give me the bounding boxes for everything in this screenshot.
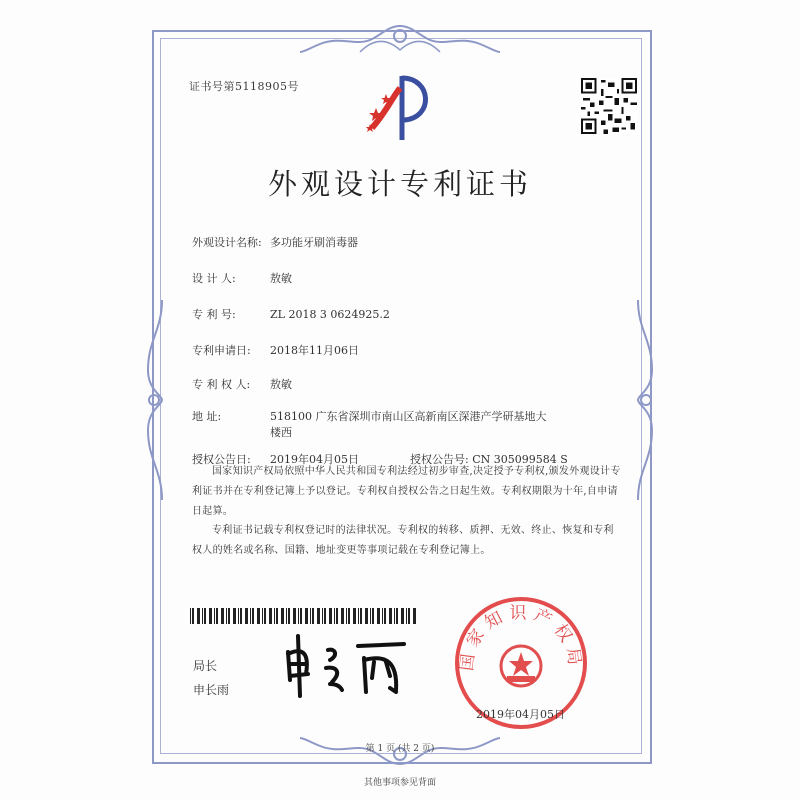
barcode-bar — [226, 608, 227, 624]
certificate-title: 外观设计专利证书 — [267, 167, 532, 201]
barcode-bar — [228, 608, 230, 624]
page-indicator: 第 1 页 (共 2 页) — [365, 744, 435, 754]
qr-code — [581, 78, 637, 134]
design-name-row — [192, 234, 358, 250]
barcode-bar — [336, 608, 338, 624]
barcode-bar — [252, 608, 254, 624]
barcode-bar — [389, 608, 392, 624]
barcode-bar — [408, 608, 410, 624]
barcode-bar — [209, 608, 212, 624]
barcode-bar — [334, 608, 335, 624]
barcode-bar — [281, 608, 284, 624]
barcode-bar — [322, 608, 323, 624]
barcode-bar — [382, 608, 383, 624]
design-name-value: 多功能牙刷消毒器 — [270, 236, 358, 249]
right-ornament — [630, 300, 660, 500]
address-label: 地 址: — [192, 410, 222, 423]
barcode-bar — [250, 608, 251, 624]
grant-number-label: 授权公告号: — [410, 453, 469, 466]
patentee-value: 敖敏 — [270, 378, 292, 391]
designer-value: 敖敏 — [270, 272, 292, 285]
seal-text: 国家知识产权局 — [457, 603, 585, 673]
barcode-bar — [286, 608, 287, 624]
design-name-label: 外观设计名称: — [192, 236, 262, 249]
barcode-bar — [348, 608, 350, 624]
patentee-row — [192, 376, 292, 392]
barcode-bar — [233, 608, 236, 624]
patent-office-logo-icon — [362, 68, 442, 148]
barcode-bar — [276, 608, 278, 624]
designer-row — [192, 270, 292, 286]
patent-number-label: 专 利 号: — [192, 308, 236, 321]
barcode-bar — [370, 608, 371, 624]
seal-date: 2019年04月05日 — [476, 708, 565, 721]
footer-note: 其他事项参见背面 — [363, 778, 436, 788]
barcode-bar — [372, 608, 374, 624]
barcode-bar — [262, 608, 263, 624]
grant-date-label: 授权公告日: — [192, 453, 251, 466]
director-name: 申长雨 — [193, 683, 230, 697]
barcode-bar — [329, 608, 332, 624]
barcode-bar — [288, 608, 290, 624]
left-ornament — [140, 300, 170, 500]
certificate-number: 证书号第5118905号 — [189, 80, 299, 93]
barcode-bar — [353, 608, 356, 624]
barcode-bar — [305, 608, 308, 624]
barcode-bar — [197, 608, 200, 624]
barcode-bar — [240, 608, 242, 624]
grant-date-value: 2019年04月05日 — [270, 453, 359, 466]
barcode-bar — [214, 608, 215, 624]
barcode-bar — [202, 608, 203, 624]
legal-status-paragraph: 专利证书记载专利权登记时的法律状况。专利权的转移、质押、无效、终止、恢复和专利权人的姓名或名称、国籍、地址变更等事项记载在专利登记簿上。 — [192, 525, 614, 556]
barcode-bar — [269, 608, 272, 624]
patentee-label: 专 利 权 人: — [192, 378, 251, 391]
grant-number-value: CN 305099584 S — [472, 453, 568, 466]
barcode-bar — [312, 608, 314, 624]
director-title: 局长 — [193, 659, 218, 673]
address-row — [192, 408, 547, 424]
barcode-bar — [190, 608, 191, 624]
patent-number-value: ZL 2018 3 0624925.2 — [270, 308, 390, 321]
barcode-bar — [360, 608, 362, 624]
barcode-bar — [300, 608, 302, 624]
address-value-line1: 518100 广东省深圳市南山区高新南区深港产学研基地大 — [270, 410, 547, 423]
barcode-bar — [358, 608, 359, 624]
barcode-bar — [413, 608, 416, 624]
address-value-line2: 楼西 — [270, 426, 292, 439]
barcode-bar — [310, 608, 311, 624]
barcode-bar — [274, 608, 275, 624]
barcode-bar — [298, 608, 299, 624]
top-ornament — [300, 22, 500, 60]
barcode-bar — [221, 608, 224, 624]
barcode-bar — [401, 608, 404, 624]
patent-number-row — [192, 306, 390, 322]
barcode-bar — [257, 608, 260, 624]
designer-label: 设 计 人: — [192, 272, 236, 285]
filing-date-value: 2018年11月06日 — [270, 344, 359, 357]
barcode-bar — [341, 608, 344, 624]
barcode — [190, 608, 420, 624]
filing-date-label: 专利申请日: — [192, 344, 251, 357]
barcode-bar — [204, 608, 206, 624]
barcode-bar — [377, 608, 380, 624]
barcode-bar — [396, 608, 398, 624]
barcode-bar — [406, 608, 407, 624]
barcode-bar — [317, 608, 320, 624]
barcode-bar — [245, 608, 248, 624]
director-signature — [280, 630, 410, 700]
barcode-bar — [264, 608, 266, 624]
grant-statement-paragraph: 国家知识产权局依照中华人民共和国专利法经过初步审查,决定授予专利权,颁发外观设计专利证书并在专利登记簿上予以登记。专利权自授权公告之日起生效。专利权期限为十年,自申请日起算。 — [192, 466, 621, 517]
barcode-bar — [293, 608, 296, 624]
barcode-bar — [238, 608, 239, 624]
barcode-bar — [216, 608, 218, 624]
barcode-bar — [365, 608, 368, 624]
barcode-bar — [346, 608, 347, 624]
barcode-bar — [384, 608, 386, 624]
barcode-bar — [324, 608, 326, 624]
barcode-bar — [394, 608, 395, 624]
barcode-bar — [192, 608, 194, 624]
filing-date-row — [192, 342, 359, 358]
